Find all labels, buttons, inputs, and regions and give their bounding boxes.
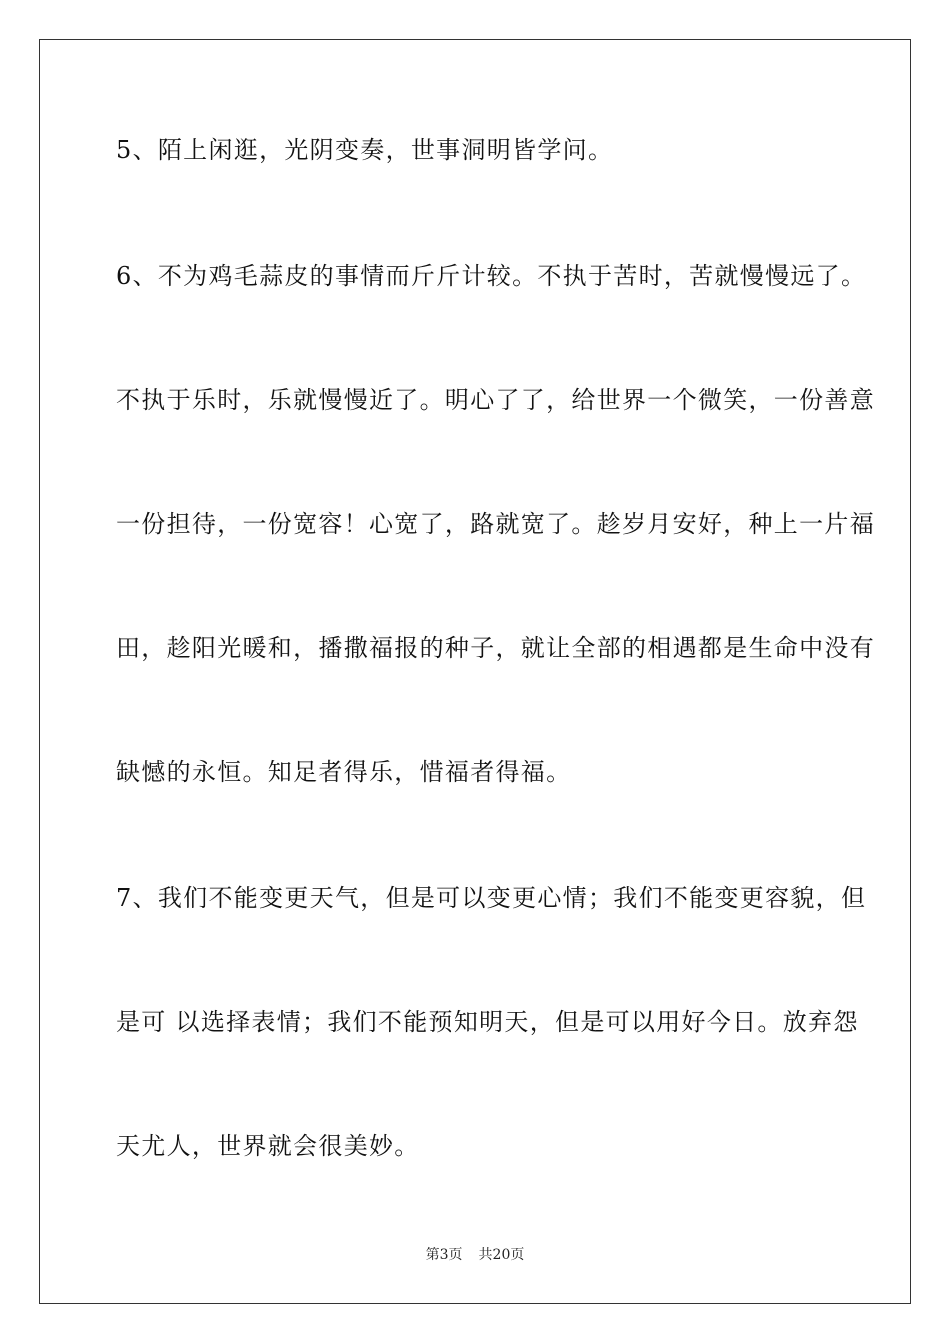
paragraph-line: 5、陌上闲逛，光阴变奏，世事洞明皆学问。 [116, 136, 614, 164]
paragraph-line: 缺憾的永恒。知足者得乐，惜福者得福。 [116, 758, 572, 786]
paragraph-line: 不执于乐时，乐就慢慢近了。明心了了，给世界一个微笑，一份善意 [116, 386, 875, 414]
paragraph-line: 一份担待，一份宽容！心宽了，路就宽了。趁岁月安好，种上一片福 [116, 510, 875, 538]
paragraph-line: 天尤人，世界就会很美妙。 [116, 1132, 420, 1160]
page-border [39, 39, 911, 1304]
page-footer [0, 1246, 950, 1264]
page-number: 第3页 [425, 1247, 463, 1263]
page-total: 共20页 [478, 1247, 525, 1263]
paragraph-line: 是可 以选择表情；我们不能预知明天，但是可以用好今日。放弃怨 [116, 1008, 859, 1036]
paragraph-line: 6、不为鸡毛蒜皮的事情而斤斤计较。不执于苦时，苦就慢慢远了。 [116, 262, 867, 290]
paragraph-line: 7、我们不能变更天气，但是可以变更心情；我们不能变更容貌，但 [116, 884, 867, 912]
paragraph-line: 田，趁阳光暖和，播撒福报的种子，就让全部的相遇都是生命中没有 [116, 634, 875, 662]
